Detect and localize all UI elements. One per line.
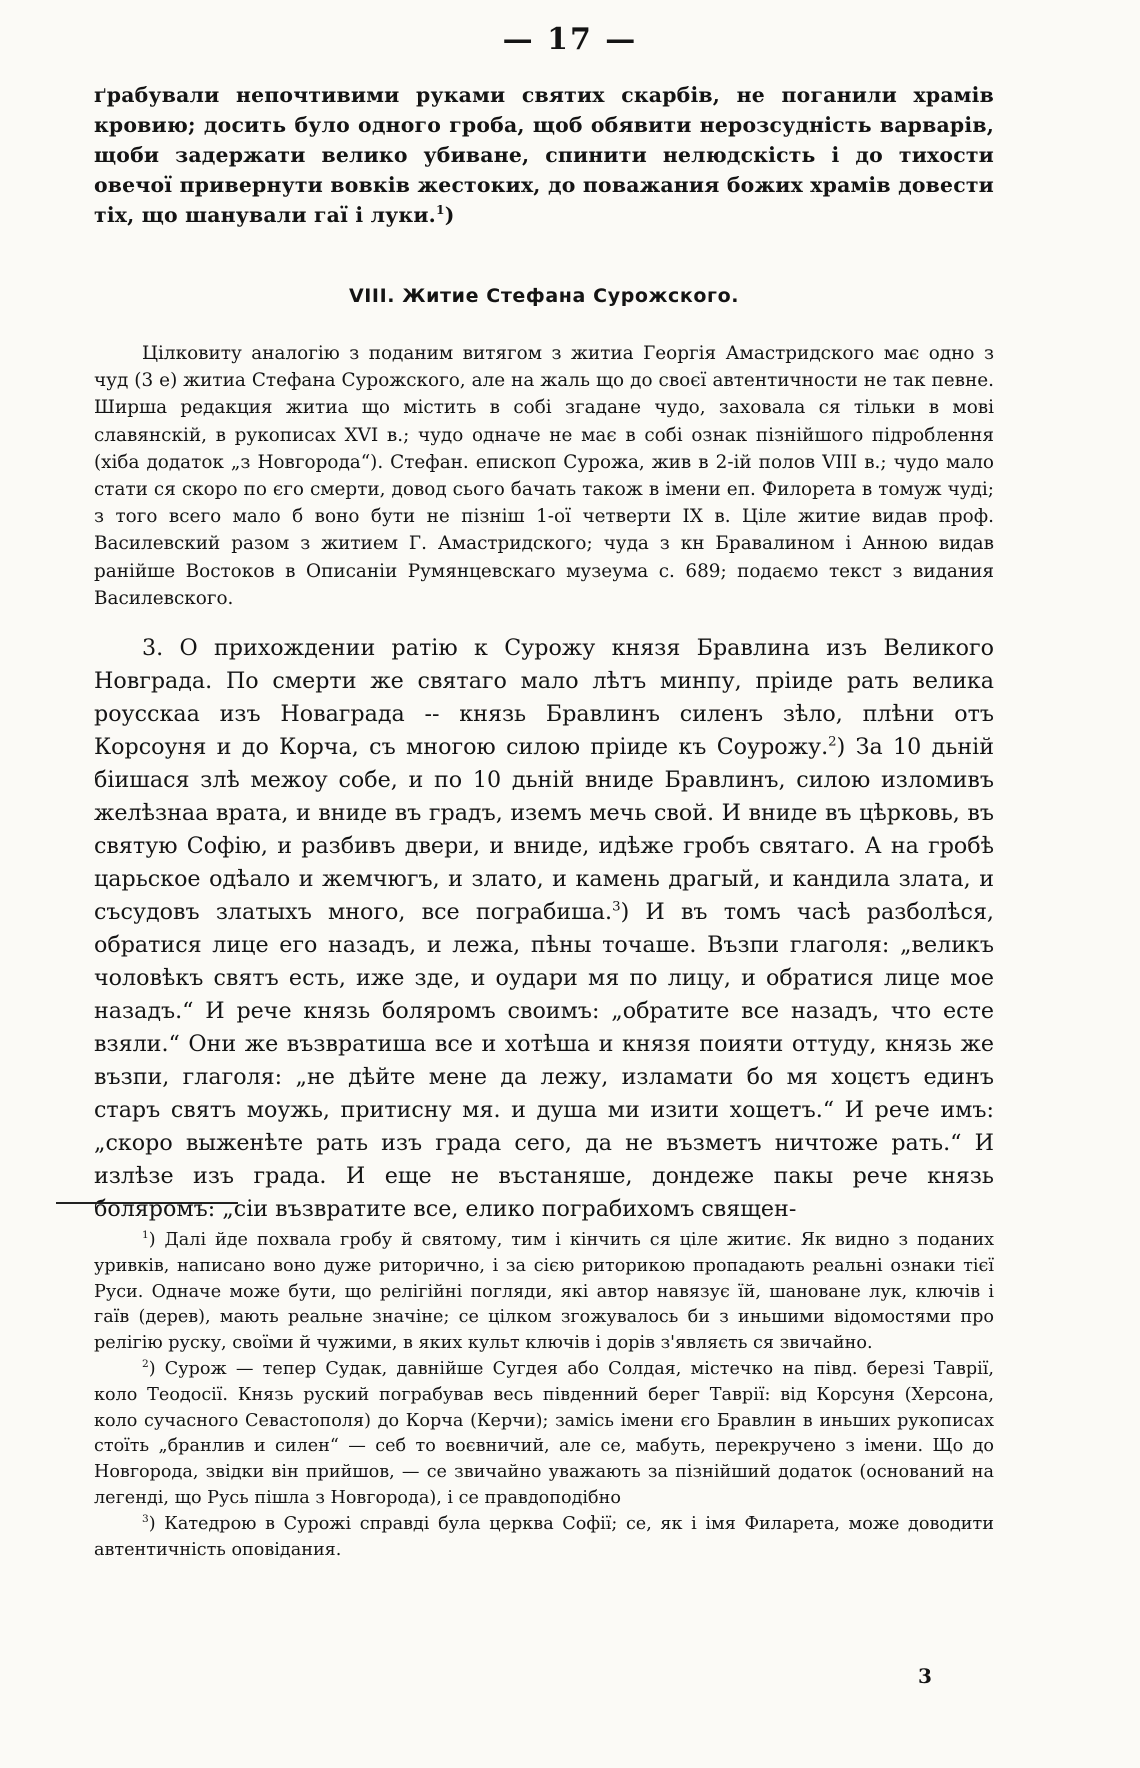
footnote-ref-2: 2	[828, 734, 837, 750]
footnote-ref-1: 1	[435, 203, 445, 218]
main-text-part-3: И въ томъ часѣ разболѣся, обратися лице его назадъ, и лежа, пѣны точаше. Възпи глаголя: „великъ чоловѣкъ святъ есть, иже зде, и оудари мя по лицу, и обратися лице мое назадъ.“ И рече князь болярoмъ своимъ: „обратите все назадъ, что есте взяли.“ Они же възвратиша все и хотѣша и князя поияти оттуду, князь же възпи, глаголя: „не дѣйте мене да лежу, изламати бо мя хоцєтъ единъ старъ святъ моужь, притисну мя. и душа ми изити хощетъ.“ И рече имъ: „скоро выженѣте рать изъ града сего, да не възметъ ничтоже рать.“ И излѣзе изъ града. И еще не въстаняше, дондеже пакы рече князь болярoмъ: „сіи възвратите все, елико пограбихомъ священ-	[94, 899, 994, 1222]
footnote-marker: 3	[142, 1512, 149, 1525]
footnote-3: $^3$) Катедрою в Сурожі справді була церква Софії; се, як і імя Филарета, може доводити автентичність оповідания.	[94, 1512, 994, 1560]
main-text-part-2: За 10 дьній біишася злѣ межоу собе, и по 10 дьній вниде Бравлинъ, силою изломивъ желѣзнаа врата, и вниде въ градъ, иземъ мечь свой. И вниде въ цѣрковь, въ святую Софію, и разбивъ двери, и вниде, идѣже гробъ святаго. А на гробѣ царьское одѣало и жемчюгъ, и злато, и камень драгый, и кандила злата, и съсудовъ златыхъ много, все пограбиша.	[94, 734, 995, 925]
footnote-2: $^2$) Сурож — тепер Судак, давнійше Сугдея або Солдая, містечко на півд. березі Таврії, коло Теодосії. Князь руский пограбував весь південний берег Таврії: від Корсуня (Херсона, коло сучасного Севастополя) до Корча (Керчи); замісь імени єго Бравлин в иньших рукописах стоїть „бранлив и силен“ — себ то воєвничий, але се, мабуть, перекручено з імени. Що до Новгорода, звідки він прийшов, — се звичайно уважають за пізнійший додаток (оснований на легенді, що Русь пішла з Новгорода), і се правдоподібно	[94, 1358, 994, 1508]
main-text: 3. О прихождении ратію к Сурожу князя Бравлина изъ Великого Новграда. По смерти же святаго мало лѣтъ минпу, пріиде рать велика роусскаа изъ Новаграда -- князь Бравлинъ силенъ зѣло, плѣни отъ Корсоуня и до Корча, съ многою силою пріиде къ Соурожу.$^2$) За 10 дьній біишася злѣ межоу собе, и по 10 дьній вниде Бравлинъ, силою изломивъ желѣзнаа врата, и вниде въ градъ, иземъ мечь свой. И вниде въ цѣрковь, въ святую Софію, и разбивъ двери, и вниде, идѣже гробъ святаго. А на гробѣ царьское одѣало и жемчюгъ, и злато, и камень драгый, и кандила злата, и съсудовъ златыхъ много, все пограбиша.$^3$) И въ томъ часѣ разболѣся, обратися лице его назадъ, и лежа, пѣны точаше. Възпи глаголя: „великъ чоловѣкъ святъ есть, иже зде, и оудари мя по лицу, и обратися лице мое назадъ.“ И рече князь болярoмъ своимъ: „обратите все назадъ, что есте взяли.“ Они же възвратиша все и хотѣша и князя поияти оттуду, князь же възпи, глаголя: „не дѣйте мене да лежу, изламати бо мя хоцєтъ единъ старъ святъ моужь, притисну мя. и душа ми изити хощетъ.“ И рече имъ: „скоро выженѣте рать изъ града сего, да не възметъ ничтоже рать.“ И излѣзе изъ града. И еще не въстаняше, дондеже пакы рече князь болярoмъ: „сіи възвратите все, елико пограбихомъ священ-	[94, 635, 995, 1222]
intro-paragraph-text: Цілковиту аналогію з поданим витягом з житиа Георгія Амастридского має одно з чуд (3 е) житиа Стефана Сурожского, але на жаль що до своєї автентичности не так певне. Ширша редакция житиа що містить в собі згадане чудо, заховала ся тільки в мові славянскій, в рукописах XVI в.; чудо одначе не має в собі ознак пізнійшого підроблення (хіба додаток „з Новгорода“). Стефан. епископ Сурожа, жив в 2-ій полов VIII в.; чудо мало стати ся скоро по єго смерти, довод сього бачать також в імени еп. Филорета в томуж чуді; з того всего мало б воно бути не пізніш 1-ої четверти IX в. Ціле житие видав проф. Василевский разом з житием Г. Амастридского; чуда з кн Бравалином і Анною видав ранійше Востоков в Описаніи Румянцевскаго музеума с. 689; подаємо текст з видания Василевского.	[94, 343, 994, 609]
lead-paragraph: ґрабували непочтивими руками святих скарбів, не поганили храмів кровию; досить було одного гроба, щоб обявити нерозсудність варварів, щоби задержати велико убиване, спинити нелюдскість і до тихости овечої привернути вовків жестоких, до поважания божих храмів довести тіх, що шанували гаї і луки.$^1$)	[94, 83, 994, 227]
footnote-marker: 2	[142, 1358, 149, 1371]
lead-paragraph-text: ґрабували непочтивими руками святих скарбів, не поганили храмів кровию; досить було одного гроба, щоб обявити нерозсудність варварів, щоби задержати велико убиване, спинити нелюдскість і до тихости овечої привернути вовків жестоких, до поважания божих храмів довести тіх, що шанували гаї і луки.	[94, 83, 994, 227]
footnote-ref-3: 3	[612, 899, 621, 915]
main-text-part-1: 3. О прихождении ратію к Сурожу князя Бравлина изъ Великого Новграда. По смерти же святаго мало лѣтъ минпу, пріиде рать велика роусскаа изъ Новаграда -- князь Бравлинъ силенъ зѣло, плѣни отъ Корсоуня и до Корча, съ многою силою пріиде къ Соурожу.	[94, 635, 994, 760]
footnote-1: $^1$) Далі йде похвала гробу й святому, тим і кінчить ся ціле житиє. Як видно з поданих уривків, написано воно дуже риторично, і за сією риторикою пропадають реальні ознаки тієї Руси. Одначе може бути, що релігійні погляди, які автор навязує їй, шановане лук, ключів і гаїв (дерев), мають реальне значіне; се цілком згожувалось би з иньшими відомостями про релігію руску, своїми й чужими, в яких культ ключів і дорів з'являєть ся звичайно.	[94, 1229, 994, 1354]
intro-paragraph	[94, 340, 994, 612]
footnote-marker: 1	[142, 1229, 149, 1242]
printer-signature-mark: 3	[918, 1664, 932, 1688]
page-number: — 17 —	[502, 22, 638, 57]
footnote-text: Далі йде похвала гробу й святому, тим і кінчить ся ціле житиє. Як видно з поданих уривків, написано воно дуже риторично, і за сією риторикою пропадають реальні ознаки тієї Руси. Одначе може бути, що релігійні погляди, які автор навязує їй, шановане лук, ключів і гаїв (дерев), мають реальне значіне; се цілком згожувалось би з иньшими відомостями про релігію руску, своїми й чужими, в яких культ ключів і дорів з'являєть ся звичайно.	[94, 1230, 994, 1354]
section-heading: VIII. Житие Стефана Сурожского.	[348, 285, 740, 307]
footnotes	[94, 1228, 994, 1563]
footnote-text: Катедрою в Сурожі справді була церква Софії; се, як і імя Филарета, може доводити автентичність оповідания.	[94, 1513, 994, 1560]
footnote-text: Сурож — тепер Судак, давнійше Сугдея або Солдая, містечко на півд. березі Таврії, коло Теодосії. Князь руский пограбував весь південний берег Таврії: від Корсуня (Херсона, коло сучасного Севастополя) до Корча (Керчи); замісь імени єго Бравлин в иньших рукописах стоїть „бранлив и силен“ — себ то воєвничий, але се, мабуть, перекручено з імени. Що до Новгорода, звідки він прийшов, — се звичайно уважають за пізнійший додаток (оснований на легенді, що Русь пішла з Новгорода), і се правдоподібно	[94, 1358, 994, 1508]
footnote-divider	[56, 1202, 238, 1204]
